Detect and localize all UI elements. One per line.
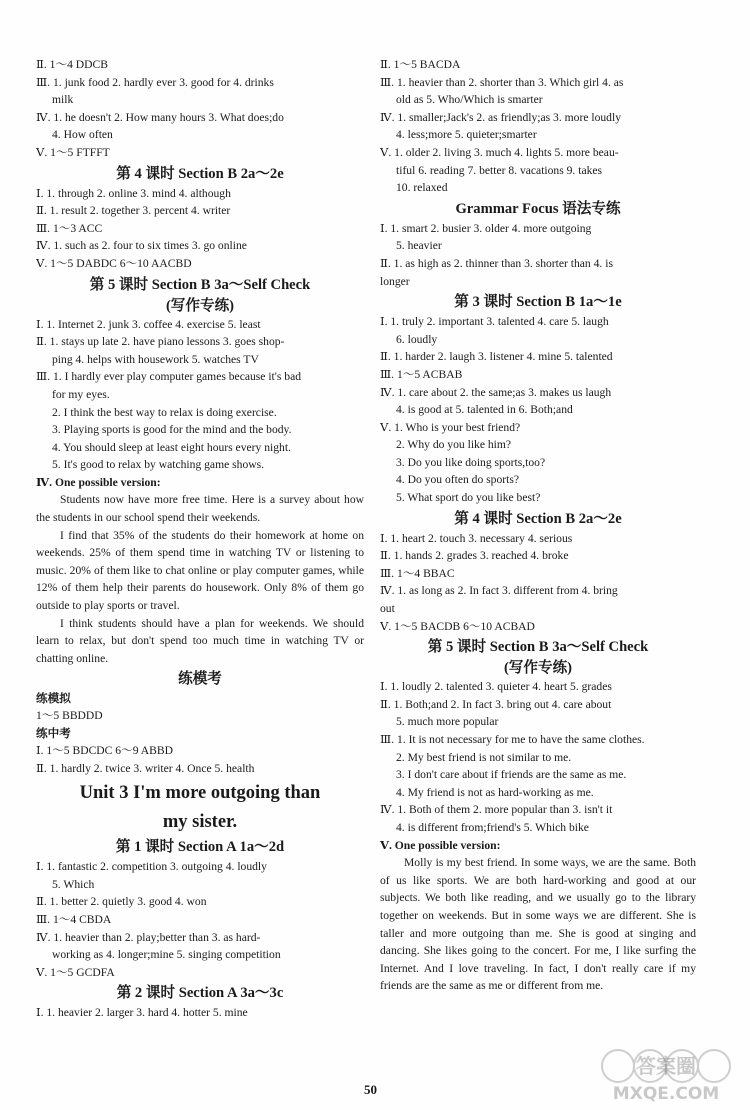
answer-line: old as 5. Who/Which is smarter [396, 93, 543, 107]
answer-line: 5. What sport do you like best? [396, 491, 541, 505]
answer-line: Ⅱ. 1. harder 2. laugh 3. listener 4. mine 5. talented [380, 350, 613, 364]
answer-line: Ⅳ. 1. heavier than 2. play;better than 3. as hard- [36, 930, 261, 944]
right-column [380, 56, 696, 995]
answer-line: Ⅰ. 1. through 2. online 3. mind 4. although [36, 186, 231, 200]
answer-line: 2. I think the best way to relax is doing exercise. [52, 405, 277, 419]
answer-line: for my eyes. [52, 387, 110, 401]
essay-paragraph: Molly is my best friend. In some ways, we are the same. Both of us like sports. We are both hard-working and good at our subjects. We both like reading, and we usually go to the library together on weekends. But in some ways we are different. She is taller and more outgoing than me. She is good at singing and dancing. She likes going to the concert. For me, I like surfing the Internet. And I love traveling. In fact, I don't really care if my friends are the same as me or different from me. [380, 856, 696, 993]
answer-line: 2. Why do you like him? [396, 438, 512, 452]
section-heading: 练模考 [178, 671, 222, 688]
section-subheading: (写作专练) [503, 660, 573, 677]
answer-line: longer [380, 274, 410, 288]
section-heading: 第 1 课时 Section A 1a～2d [115, 839, 285, 856]
answer-line: 2. My best friend is not similar to me. [396, 750, 572, 764]
section-heading: 第 4 课时 Section B 2a～2e [454, 510, 622, 527]
answer-line: 5. Which [52, 877, 95, 891]
answer-line: Ⅲ. 1～4 BBAC [380, 566, 455, 580]
answer-line: Ⅱ. 1. as high as 2. thinner than 3. shorter than 4. is [380, 256, 613, 270]
answer-line: Ⅴ. 1～5 FTFFT [36, 145, 110, 159]
answer-line: Ⅳ. 1. care about 2. the same;as 3. makes us laugh [380, 385, 612, 399]
section-heading: 第 5 课时 Section B 3a～Self Check [89, 276, 311, 293]
answer-line: Ⅲ. 1. junk food 2. hardly ever 3. good for 4. drinks [36, 75, 274, 89]
answer-line: Ⅰ. 1. heart 2. touch 3. necessary 4. serious [380, 531, 573, 545]
answer-line: Ⅲ. 1. I hardly ever play computer games because it's bad [36, 370, 302, 384]
section-subheading: (写作专练) [165, 297, 235, 314]
answer-line: ping 4. helps with housework 5. watches TV [52, 352, 259, 366]
answer-line: 3. Playing sports is good for the mind and the body. [52, 423, 292, 437]
answer-line: Ⅰ. 1. Internet 2. junk 3. coffee 4. exercise 5. least [36, 317, 261, 331]
watermark-text-2: MXQE.COM [612, 1084, 720, 1104]
answer-line: Ⅱ. 1. better 2. quietly 3. good 4. won [36, 895, 207, 909]
answer-line: 4. is different from;friend's 5. Which bike [396, 820, 589, 834]
answer-line: Ⅱ. 1. stays up late 2. have piano lessons 3. goes shop- [36, 335, 285, 349]
answer-line: 1～5 BBDDD [36, 709, 103, 723]
answer-line: Ⅴ. 1～5 GCDFA [36, 965, 115, 979]
section-heading: 第 5 课时 Section B 3a～Self Check [427, 639, 649, 656]
answer-line: 5. much more popular [396, 715, 499, 729]
answer-line: Ⅱ. 1. result 2. together 3. percent 4. writer [36, 204, 231, 218]
essay-paragraph: I think students should have a plan for weekends. We should learn to relax, but don't spend too much time in watching TV or chatting online. [36, 616, 364, 665]
answer-line: 4. You should sleep at least eight hours every night. [52, 440, 291, 454]
answer-line: out [380, 602, 395, 616]
answer-line: Ⅲ. 1. It is not necessary for me to have the same clothes. [380, 733, 645, 746]
section-heading: Grammar Focus 语法专练 [455, 200, 621, 217]
answer-line: Ⅰ. 1. fantastic 2. competition 3. outgoing 4. loudly [36, 860, 267, 874]
answer-line: Ⅳ. 1. such as 2. four to six times 3. go online [36, 239, 247, 253]
answer-line: Ⅲ. 1～3 ACC [36, 221, 103, 235]
essay-block [380, 854, 696, 995]
answer-line: Ⅳ. 1. he doesn't 2. How many hours 3. What does;do [36, 110, 284, 124]
practice-label: 练中考 [36, 726, 71, 740]
essay-block [36, 615, 364, 668]
answer-line: Ⅴ. 1. older 2. living 3. much 4. lights 5. more beau- [380, 145, 619, 159]
answer-line: working as 4. longer;mine 5. singing competition [52, 948, 281, 962]
answer-line: Ⅰ. 1. smart 2. busier 3. older 4. more outgoing [380, 221, 592, 235]
answer-line: 4. How often [52, 128, 113, 142]
section-heading: 第 4 课时 Section B 2a～2e [116, 165, 284, 182]
unit-title: my sister. [162, 812, 238, 833]
answer-line: Ⅰ. 1. heavier 2. larger 3. hard 4. hotter 5. mine [36, 1006, 248, 1020]
essay-heading: Ⅴ. One possible version: [380, 838, 501, 852]
unit-title: Unit 3 I'm more outgoing than [79, 783, 321, 804]
answer-line: 5. It's good to relax by watching game shows. [52, 458, 265, 472]
answer-line: 5. heavier [396, 239, 442, 253]
watermark-text-1: 答案圈 [636, 1054, 696, 1078]
answer-line: Ⅰ. 1. truly 2. important 3. talented 4. care 5. laugh [380, 315, 609, 329]
answer-line: Ⅳ. 1. as long as 2. In fact 3. different from 4. bring [380, 584, 618, 598]
watermark-logo [596, 1044, 736, 1104]
answer-line: 4. Do you often do sports? [396, 473, 520, 487]
answer-line: tiful 6. reading 7. better 8. vacations 9. takes [396, 163, 603, 177]
answer-line: Ⅴ. 1～5 DABDC 6～10 AACBD [36, 256, 192, 270]
answer-line: 4. My friend is not as hard-working as me. [396, 785, 594, 799]
section-heading: 第 3 课时 Section B 1a～1e [454, 294, 622, 311]
answer-line: Ⅲ. 1. heavier than 2. shorter than 3. Which girl 4. as [380, 75, 624, 89]
answer-line: 4. is good at 5. talented in 6. Both;and [396, 403, 573, 417]
left-column [36, 56, 364, 1022]
answer-line: 3. I don't care about if friends are the same as me. [396, 768, 627, 782]
answer-line: Ⅱ. 1. hardly 2. twice 3. writer 4. Once 5. health [36, 761, 255, 775]
answer-line: Ⅳ. 1. Both of them 2. more popular than 3. isn't it [380, 803, 613, 817]
essay-paragraph: I find that 35% of the students do their homework at home on weekends. 25% of them spend time in watching TV or listening to music. 20% of them like to chat online or play computer games, while 12% of them help their parents do housework. Only 8% of them go outside to play sports or travel. [36, 528, 364, 613]
essay-paragraph: Students now have more free time. Here is a survey about how the students in our school spend their weekends. [36, 493, 364, 525]
answer-line: Ⅰ. 1～5 BDCDC 6～9 ABBD [36, 744, 173, 757]
answer-line: Ⅲ. 1～5 ACBAB [380, 367, 463, 381]
answer-line: Ⅱ. 1. hands 2. grades 3. reached 4. broke [380, 549, 569, 563]
answer-line: milk [52, 93, 74, 107]
answer-line: Ⅱ. 1～4 DDCB [36, 58, 108, 71]
answer-line: 10. relaxed [396, 181, 448, 195]
section-heading: 第 2 课时 Section A 3a～3c [116, 985, 284, 1002]
essay-block [36, 491, 364, 526]
answer-line: Ⅰ. 1. loudly 2. talented 3. quieter 4. heart 5. grades [380, 680, 612, 694]
answer-line: Ⅴ. 1. Who is your best friend? [380, 420, 521, 434]
page-number: 50 [364, 1082, 377, 1097]
answer-line: Ⅲ. 1～4 CBDA [36, 912, 112, 926]
answer-line: 4. less;more 5. quieter;smarter [396, 128, 537, 142]
answer-line: 6. loudly [396, 332, 438, 346]
answer-line: Ⅴ. 1～5 BACDB 6～10 ACBAD [380, 619, 535, 633]
answer-line: 3. Do you like doing sports,too? [396, 455, 546, 469]
practice-label: 练模拟 [36, 691, 71, 706]
answer-line: Ⅳ. 1. smaller;Jack's 2. as friendly;as 3. more loudly [380, 110, 621, 124]
answer-line: Ⅱ. 1～5 BACDA [380, 58, 461, 71]
answer-line: Ⅱ. 1. Both;and 2. In fact 3. bring out 4. care about [380, 697, 612, 711]
essay-block [36, 527, 364, 615]
essay-heading: Ⅳ. One possible version: [36, 475, 161, 489]
